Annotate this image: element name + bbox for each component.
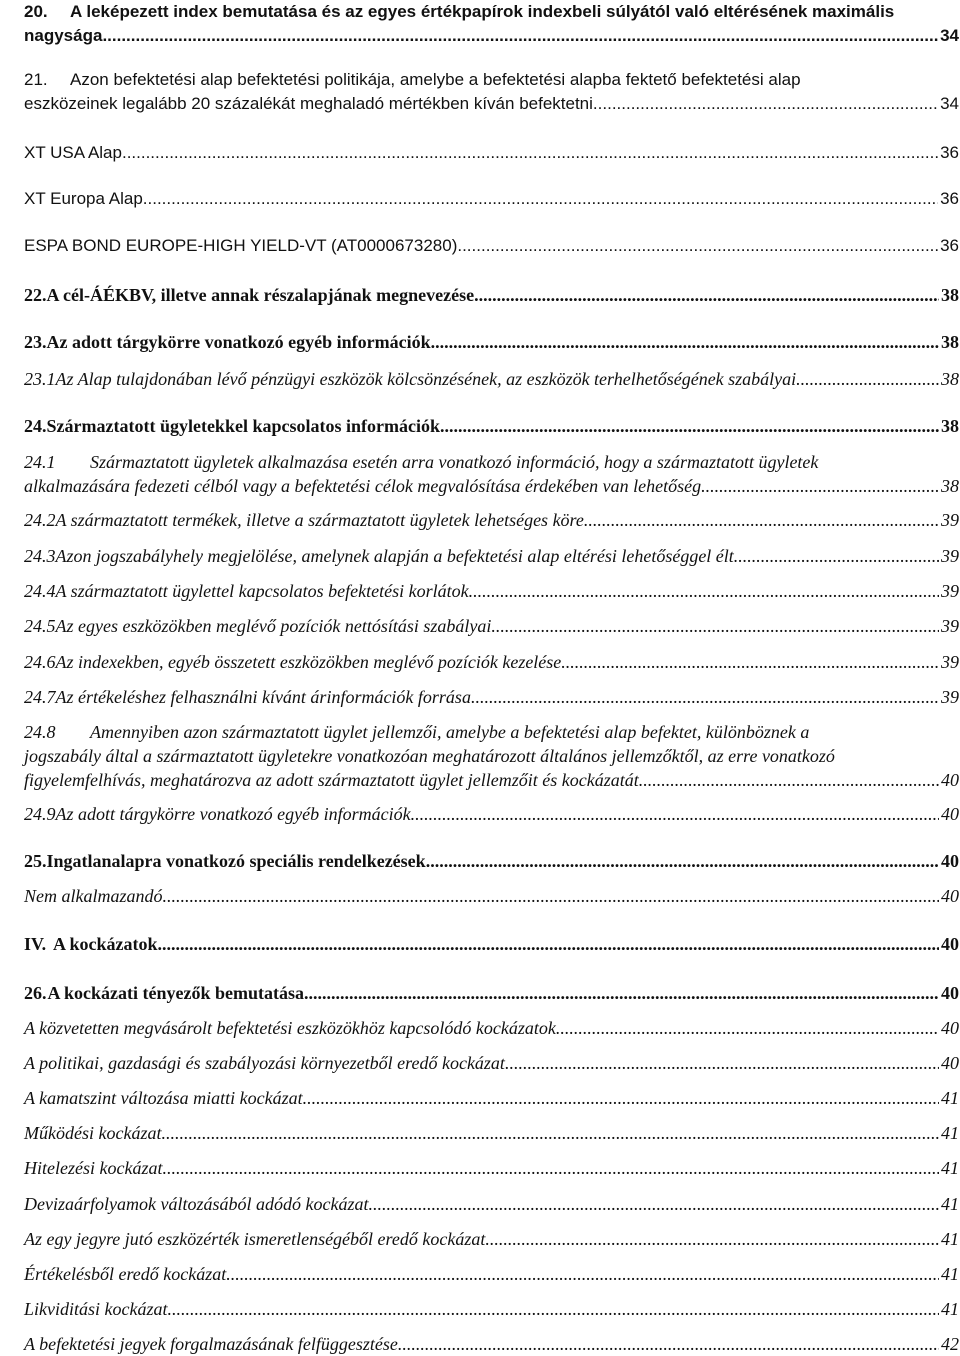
dot-leader <box>491 614 939 638</box>
toc-entry-title: A kockázatok <box>52 934 158 954</box>
toc-entry-title: Az adott tárgykörre vonatkozó egyéb információk <box>46 332 431 352</box>
dot-leader <box>734 544 939 568</box>
dot-leader <box>157 932 939 956</box>
toc-entry-page-number: 40 <box>941 886 959 906</box>
toc-entry[interactable] <box>24 932 959 956</box>
toc-entry-number: 24.3 <box>24 546 56 566</box>
toc-entry-number: 24.6 <box>24 652 56 672</box>
dot-leader <box>485 1227 939 1251</box>
toc-entry-page-number: 40 <box>941 851 959 871</box>
toc-entry-title: XT Europa Alap <box>24 189 143 208</box>
toc-entry[interactable] <box>24 685 959 709</box>
toc-entry[interactable] <box>24 414 959 438</box>
toc-entry-number: 24.1 <box>24 452 56 472</box>
toc-entry-title: Az értékeléshez felhasználni kívánt árinformációk forrása <box>55 687 471 707</box>
toc-entry-text: 24.8 Amennyiben azon származtatott ügylet jellemzői, amelybe a befektetési alap befektet, különböznek a <box>24 722 810 742</box>
dot-leader <box>161 1121 939 1145</box>
toc-entry-title: figyelemfelhívás, meghatározva az adott származtatott ügylet jellemzőit és kockázatát <box>24 770 639 790</box>
toc-entry-title: Az egy jegyre jutó eszközérték ismeretlenségéből eredő kockázat <box>24 1229 486 1249</box>
toc-entry-title: Likviditási kockázat <box>24 1299 168 1319</box>
toc-entry-page-number: 41 <box>941 1229 959 1249</box>
toc-entry[interactable] <box>24 234 959 258</box>
toc-entry-page-number: 40 <box>941 1053 959 1073</box>
toc-entry-page-number: 39 <box>941 581 959 601</box>
toc-entry-number: 24. <box>24 416 47 436</box>
dot-leader <box>162 1156 939 1180</box>
toc-entry[interactable] <box>24 68 959 116</box>
toc-entry-title: Működési kockázat <box>24 1123 162 1143</box>
dot-leader <box>639 768 939 792</box>
toc-entry-page-number: 42 <box>941 1334 959 1354</box>
toc-entry[interactable] <box>24 544 959 568</box>
toc-entry[interactable] <box>24 802 959 826</box>
toc-entry[interactable] <box>24 614 959 638</box>
toc-entry-title: eszközeinek legalább 20 százalékát meghaladó mértékben kíván befektetni <box>24 94 593 113</box>
toc-entry-title: A befektetési jegyek forgalmazásának felfüggesztése <box>24 1334 398 1354</box>
toc-entry[interactable] <box>24 884 959 908</box>
dot-leader <box>167 1297 939 1321</box>
dot-leader <box>167 884 939 908</box>
toc-entry-title: Az adott tárgykörre vonatkozó egyéb információk <box>55 804 411 824</box>
toc-entry-title: A származtatott termékek, illetve a származtatott ügyletek lehetséges köre <box>55 510 584 530</box>
dot-leader <box>474 283 939 307</box>
toc-entry-page-number: 38 <box>941 416 959 436</box>
toc-entry-number: 20. <box>24 2 48 21</box>
dot-leader <box>471 685 939 709</box>
toc-entry[interactable] <box>24 187 959 211</box>
toc-entry-text: 21. Azon befektetési alap befektetési politikája, amelybe a befektetési alapba fektető befektetési alap <box>24 68 959 92</box>
toc-entry-title: Az Alap tulajdonában lévő pénzügyi eszközök kölcsönzésének, az eszközök terhelhetőségének szabályai <box>55 369 797 389</box>
toc-entry-title: A kamatszint változása miatti kockázat <box>24 1088 303 1108</box>
toc-entry-title: A cél-ÁÉKBV, illetve annak részalapjának megnevezése <box>46 285 475 305</box>
dot-leader <box>426 849 939 873</box>
toc-entry-number: 25. <box>24 851 47 871</box>
toc-entry-number: 23.1 <box>24 369 56 389</box>
toc-entry-title: Nem alkalmazandó. <box>24 886 167 906</box>
toc-entry-number: 24.5 <box>24 616 56 636</box>
toc-entry[interactable] <box>24 650 959 674</box>
toc-entry-page-number: 34 <box>940 26 959 45</box>
toc-entry-number: 24.8 <box>24 722 56 742</box>
toc-entry-text: jogszabály által a származtatott ügyletekre vonatkozóan meghatározott általános jellemzőktől, az erre vonatkozó <box>24 746 835 766</box>
toc-entry-title: XT USA Alap <box>24 143 122 162</box>
toc-entry-number: 24.7 <box>24 687 56 707</box>
toc-entry[interactable] <box>24 1262 959 1286</box>
toc-entry-page-number: 40 <box>941 804 959 824</box>
toc-entry-page-number: 36 <box>940 143 959 162</box>
toc-entry-title: Hitelezési kockázat <box>24 1158 163 1178</box>
toc-entry-page-number: 39 <box>941 687 959 707</box>
toc-entry[interactable] <box>24 450 959 498</box>
dot-leader <box>122 141 938 165</box>
toc-entry-title: A közvetetten megvásárolt befektetési eszközökhöz kapcsolódó kockázatok <box>24 1018 556 1038</box>
dot-leader <box>102 24 938 48</box>
toc-entry-text: 20. A leképezett index bemutatása és az egyes értékpapírok indexbeli súlyától való eltérésének maximális <box>24 0 959 24</box>
toc-entry-page-number: 34 <box>940 94 959 113</box>
toc-entry-number: 24.2 <box>24 510 56 530</box>
toc-entry-page-number: 40 <box>941 770 959 790</box>
toc-entry-page-number: 36 <box>940 236 959 255</box>
toc-entry-page-number: 39 <box>941 616 959 636</box>
toc-entry-title: alkalmazására fedezeti célból vagy a befektetési célok megvalósítása érdekében van lehetőség <box>24 476 702 496</box>
toc-entry-page-number: 41 <box>941 1194 959 1214</box>
dot-leader <box>701 474 939 498</box>
toc-entry-page-number: 41 <box>941 1123 959 1143</box>
dot-leader <box>411 802 939 826</box>
toc-entry[interactable] <box>24 367 959 391</box>
toc-entry-page-number: 38 <box>941 369 959 389</box>
toc-entry[interactable] <box>24 283 959 307</box>
toc-entry-title: A politikai, gazdasági és szabályozási környezetből eredő kockázat <box>24 1053 505 1073</box>
toc-entry-page-number: 40 <box>941 983 959 1003</box>
toc-entry-title: Az egyes eszközökben meglévő pozíciók nettósítási szabályai <box>55 616 492 636</box>
toc-entry[interactable] <box>24 849 959 873</box>
toc-entry[interactable] <box>24 1086 959 1110</box>
toc-entry[interactable] <box>24 1121 959 1145</box>
toc-entry-page-number: 41 <box>941 1158 959 1178</box>
dot-leader <box>398 1332 939 1356</box>
toc-entry[interactable] <box>24 0 959 48</box>
toc-entry-text: 24.1 Származtatott ügyletek alkalmazása esetén arra vonatkozó információ, hogy a származtatott ügyletek <box>24 452 819 472</box>
dot-leader <box>226 1262 939 1286</box>
toc-entry-title: A kockázati tényezők bemutatása <box>47 983 304 1003</box>
toc-entry-page-number: 41 <box>941 1264 959 1284</box>
dot-leader <box>561 650 939 674</box>
toc-entry-page-number: 41 <box>941 1088 959 1108</box>
dot-leader <box>431 330 939 354</box>
toc-entry-page-number: 39 <box>941 546 959 566</box>
toc-entry-page-number: 41 <box>941 1299 959 1319</box>
toc-entry[interactable] <box>24 981 959 1005</box>
toc-entry[interactable] <box>24 1051 959 1075</box>
dot-leader <box>593 92 938 116</box>
toc-entry-number: 22. <box>24 285 47 305</box>
toc-entry-title: Értékelésből eredő kockázat <box>24 1264 227 1284</box>
toc-entry-title: nagysága <box>24 26 103 45</box>
toc-entry[interactable] <box>24 330 959 354</box>
toc-entry-number: 23. <box>24 332 47 352</box>
toc-entry[interactable] <box>24 579 959 603</box>
toc-entry-title: A származtatott ügylettel kapcsolatos befektetési korlátok <box>55 581 469 601</box>
dot-leader <box>469 579 939 603</box>
toc-entry[interactable] <box>24 720 959 792</box>
toc-entry[interactable] <box>24 508 959 532</box>
dot-leader <box>143 187 938 211</box>
toc-entry-page-number: 38 <box>941 476 959 496</box>
toc-entry-page-number: 40 <box>941 934 959 954</box>
dot-leader <box>505 1051 939 1075</box>
dot-leader <box>556 1016 939 1040</box>
toc-entry-title: Azon jogszabályhely megjelölése, amelynek alapján a befektetési alap eltérési lehetőséggel élt <box>55 546 734 566</box>
dot-leader <box>304 981 939 1005</box>
toc-entry[interactable] <box>24 1016 959 1040</box>
toc-entry-title: Ingatlanalapra vonatkozó speciális rendelkezések <box>46 851 426 871</box>
toc-entry[interactable] <box>24 1192 959 1216</box>
toc-entry-title: Devizaárfolyamok változásából adódó kockázat <box>24 1194 369 1214</box>
toc-entry-number: IV. <box>24 934 47 954</box>
toc-entry-page-number: 36 <box>940 189 959 208</box>
toc-entry-page-number: 40 <box>941 1018 959 1038</box>
toc-entry-number: 21. <box>24 70 48 89</box>
toc-entry[interactable] <box>24 1297 959 1321</box>
dot-leader <box>303 1086 939 1110</box>
toc-entry-page-number: 38 <box>941 332 959 352</box>
dot-leader <box>457 234 938 258</box>
toc-entry-number: 26. <box>24 983 47 1003</box>
toc-entry-number: 24.9 <box>24 804 56 824</box>
toc-entry-page-number: 38 <box>941 285 959 305</box>
toc-entry-page-number: 39 <box>941 510 959 530</box>
toc-entry-page-number: 39 <box>941 652 959 672</box>
dot-leader <box>368 1192 939 1216</box>
toc-entry-title: ESPA BOND EUROPE-HIGH YIELD-VT (AT0000673280) <box>24 236 458 255</box>
toc-entry[interactable] <box>24 141 959 165</box>
toc-entry-title: Az indexekben, egyéb összetett eszközökben meglévő pozíciók kezelése <box>55 652 562 672</box>
dot-leader <box>796 367 939 391</box>
dot-leader <box>584 508 939 532</box>
toc-entry-title: Származtatott ügyletekkel kapcsolatos információk <box>46 416 440 436</box>
toc-entry[interactable] <box>24 1332 959 1356</box>
toc-entry[interactable] <box>24 1156 959 1180</box>
toc-entry[interactable] <box>24 1227 959 1251</box>
dot-leader <box>440 414 939 438</box>
toc-entry-number: 24.4 <box>24 581 56 601</box>
